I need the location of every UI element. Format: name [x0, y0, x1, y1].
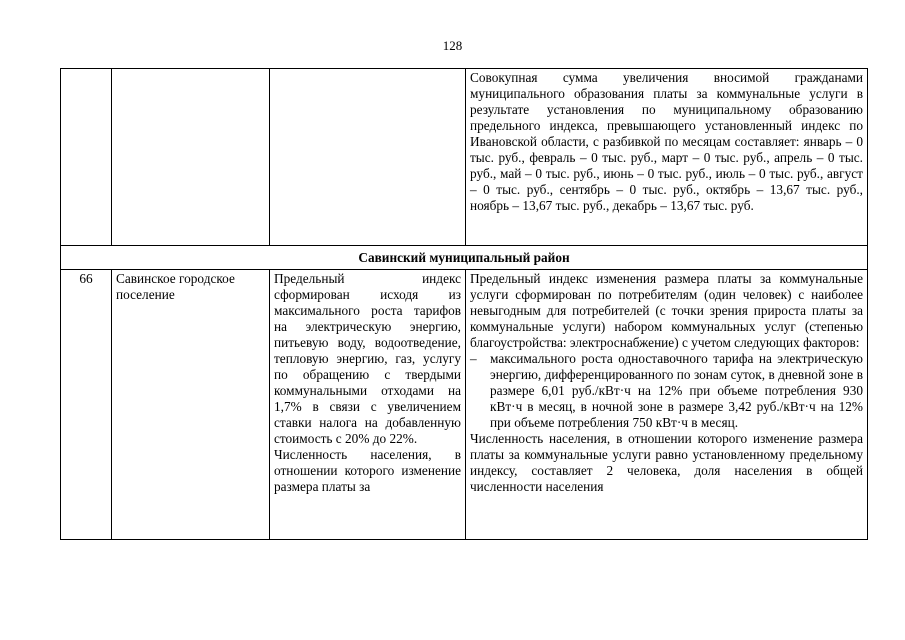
cell-number-empty — [61, 69, 112, 246]
entry-index-basis-cell — [270, 270, 466, 540]
factors-list — [470, 351, 863, 431]
population-note-text: Численность населения, в отношении которого изменение размера платы за — [274, 447, 461, 494]
description-intro-text: Предельный индекс изменения размера платы за коммунальные услуги сформирован по потребителям (один человек) с наиболее невыгодным для потребителей (с точки зрения прироста платы за коммунальные услуги) набором коммунальных услуг (степенью благоустройства: электроснабжение) с учетом следующих факторов: — [470, 271, 863, 350]
index-basis-text: Предельный индекс сформирован исходя из максимального роста тарифов на электрическую энергию, питьевую воду, водоотведение, тепловую энергию, газ, услугу по обращению с твердыми коммунальными отходами на 1,7% в связи с увеличением ставки налога на добавленную стоимость с 20% до 22%. — [274, 271, 461, 446]
table-row-continuation — [61, 69, 868, 246]
entry-description-cell — [466, 270, 868, 540]
cell-basis-empty — [270, 69, 466, 246]
factor-item: – максимального роста одноставочного тарифа на электрическую энергию, дифференцированного по зонам суток, в дневной зоне в размере 6,01 руб./кВт·ч на 12% при объеме потребления 930 кВт·ч в месяц, в ночной зоне в размере 3,42 руб./кВт·ч на 12% при объеме потребления 750 кВт·ч в месяц. — [470, 351, 863, 431]
table-row-entry — [61, 270, 868, 540]
table-row-district — [61, 246, 868, 270]
cell-settlement-empty — [112, 69, 270, 246]
tariff-table — [60, 68, 868, 540]
description-population-text: Численность населения, в отношении которого изменение размера платы за коммунальные услуги равно установленному предельному индексу, составляет 2 человека, доля населения в общей численности населения — [470, 431, 863, 494]
entry-settlement: Савинское городское поселение — [112, 270, 270, 540]
page-number: 128 — [442, 38, 463, 53]
entry-number: 66 — [61, 270, 112, 540]
district-heading: Савинский муниципальный район — [61, 246, 868, 270]
cell-total-increase-text: Совокупная сумма увеличения вносимой гражданами муниципального образования платы за коммунальные услуги в результате установления по муниципальному образованию предельного индекса, превышающего установленный индекс по Ивановской области, с разбивкой по месяцам составляет: январь – 0 тыс. руб., февраль – 0 тыс. руб., март – 0 тыс. руб., апрель – 0 тыс. руб., май – 0 тыс. руб., июнь – 0 тыс. руб., июль – 0 тыс. руб., август – 0 тыс. руб., сентябрь – 0 тыс. руб., октябрь – 13,67 тыс. руб., ноябрь – 13,67 тыс. руб., декабрь – 13,67 тыс. руб. — [466, 69, 868, 246]
